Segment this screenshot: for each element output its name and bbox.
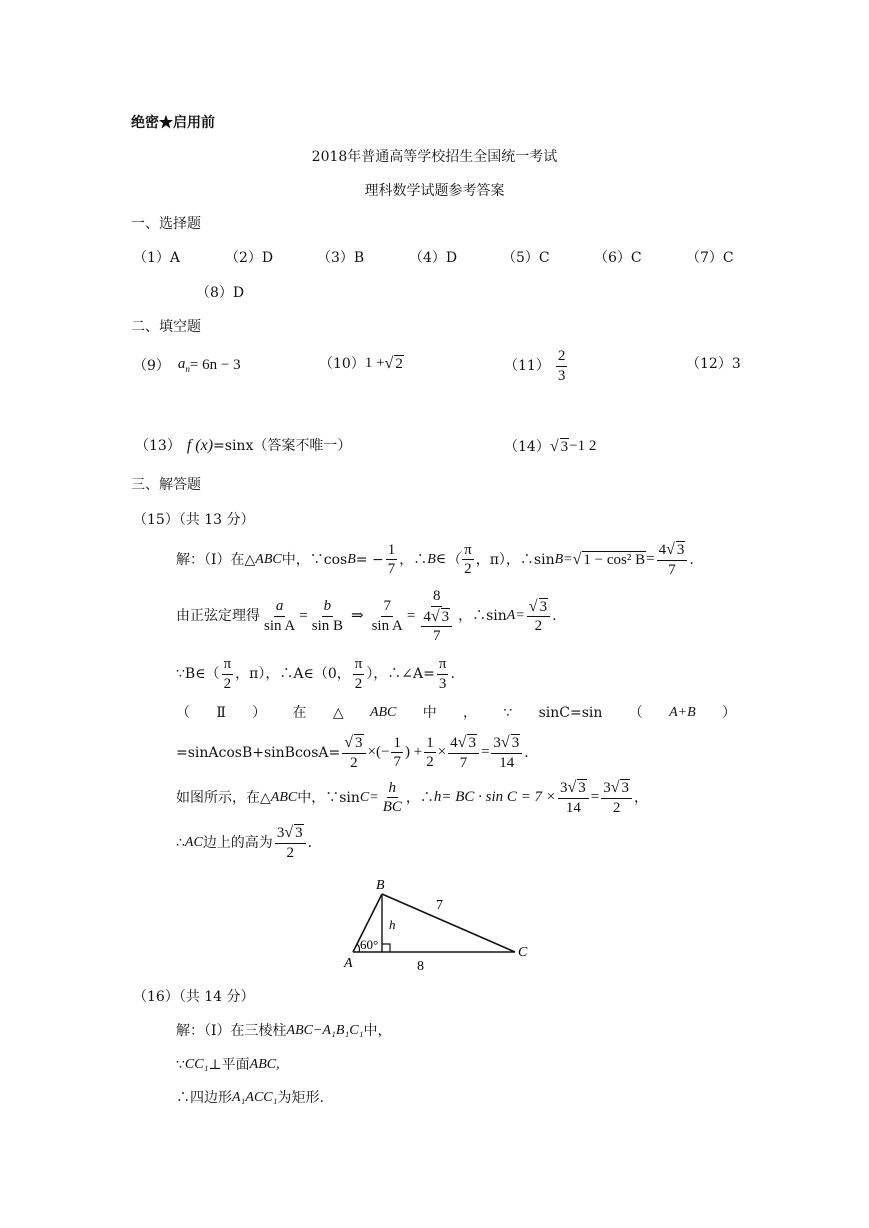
vertex-b-label: B: [376, 878, 385, 893]
right-angle-mark: [382, 944, 390, 952]
q15-line-2: 由正弦定理得 $\frac{a}{\text{sin A}}$ = $\frac{b}{\text{sin B}}$ ⇒ $\frac{7}{\text{sin A}}$ = $\frac{8}{\frac{4√ 3}{7}}$ ，∴sin A= $\frac{√ 3}{2}$ .: [176, 588, 557, 645]
problem-15-label: （15）（共 13 分）: [133, 512, 255, 528]
exam-subtitle: 理科数学试题参考答案: [364, 183, 505, 199]
vertex-c-label: C: [518, 945, 528, 960]
q15-line-1: 解：（Ⅰ）在△ ABC 中，∵cos B = − $\frac{1}{7}$ ，∴ B∈（ $\frac{\pi}{2}$ ，π），∴sin B= √ 1 − cos² B = $\frac{4√ 3}{7}$ .: [176, 541, 694, 578]
side-bc-length: 7: [436, 898, 443, 913]
angle-label: 60°: [360, 937, 379, 952]
triangle-figure: [335, 872, 535, 977]
q15-line-4: （ Ⅱ ） 在 △ ABC 中 ， ∵ sinC=sin （ A+B ）: [176, 705, 736, 721]
side-ac-length: 8: [417, 959, 424, 974]
answer-7: （7）C: [686, 250, 734, 266]
answer-5: （5）C: [502, 250, 550, 266]
fill-answer-9: （9） $a_n$ = 6n − 3: [133, 356, 241, 374]
q15-line-5: =sinAcosB+sinBcosA= $\frac{√ 3}{2}$ ×(− $\frac{1}{7}$ ) + $\frac{1}{2}$ × $\frac{4√ 3}{7}$ = $\frac{3√ 3}{14}$ .: [176, 734, 529, 771]
classification-label: 绝密★启用前: [131, 115, 215, 131]
exam-title: 2018年普通高等学校招生全国统一考试: [311, 149, 558, 165]
section-heading-solution: 三、解答题: [131, 477, 201, 493]
answer-2: （2）D: [225, 250, 274, 266]
section-heading-fill: 二、填空题: [131, 319, 201, 335]
q15-line-3: ∵B∈（ $\frac{\pi}{2}$ ，π），∴A∈（0， $\frac{\pi}{2}$ ），∴∠A= $\frac{\pi}{3}$ .: [176, 656, 455, 692]
fill-answer-11: （11） $\frac{2}{3}$: [504, 348, 566, 384]
problem-16-label: （16）（共 14 分）: [133, 989, 255, 1005]
vertex-a-label: A: [344, 956, 353, 971]
fill-answer-10: （10） 1 + √ 2: [319, 354, 403, 372]
q16-line-1: 解：（Ⅰ）在三棱柱 ABC−A₁B₁C₁ 中，: [176, 1023, 392, 1039]
fill-answer-12: （12）3: [686, 356, 741, 372]
fill-answer-13: （13） f (x) =sinx（答案不唯一）: [135, 437, 352, 454]
q16-line-3: ∴四边形 A₁ACC₁ 为矩形.: [176, 1090, 324, 1106]
q15-line-7: ∴ AC 边上的高为 $\frac{3√ 3}{2}$ .: [176, 824, 313, 861]
answer-4: （4）D: [409, 250, 458, 266]
side-bc: [382, 894, 515, 952]
answer-3: （3）B: [317, 250, 365, 266]
height-label: h: [389, 917, 396, 932]
fill-answer-14: （14） √ 3 −1 2: [504, 437, 597, 455]
answer-8: （8）D: [196, 285, 245, 301]
q15-line-6: 如图所示，在△ ABC 中，∵sin C= $\frac{h}{BC}$ ，∴ h= BC · sin C = 7 × $\frac{3√ 3}{14}$ = $\frac{3√ 3}{2}$ ，: [176, 779, 648, 816]
answer-6: （6）C: [594, 250, 642, 266]
answer-1: （1）A: [133, 250, 181, 266]
section-heading-choice: 一、选择题: [131, 216, 201, 232]
q16-line-2: ∵ CC₁ ⊥平面 ABC,: [176, 1057, 280, 1073]
